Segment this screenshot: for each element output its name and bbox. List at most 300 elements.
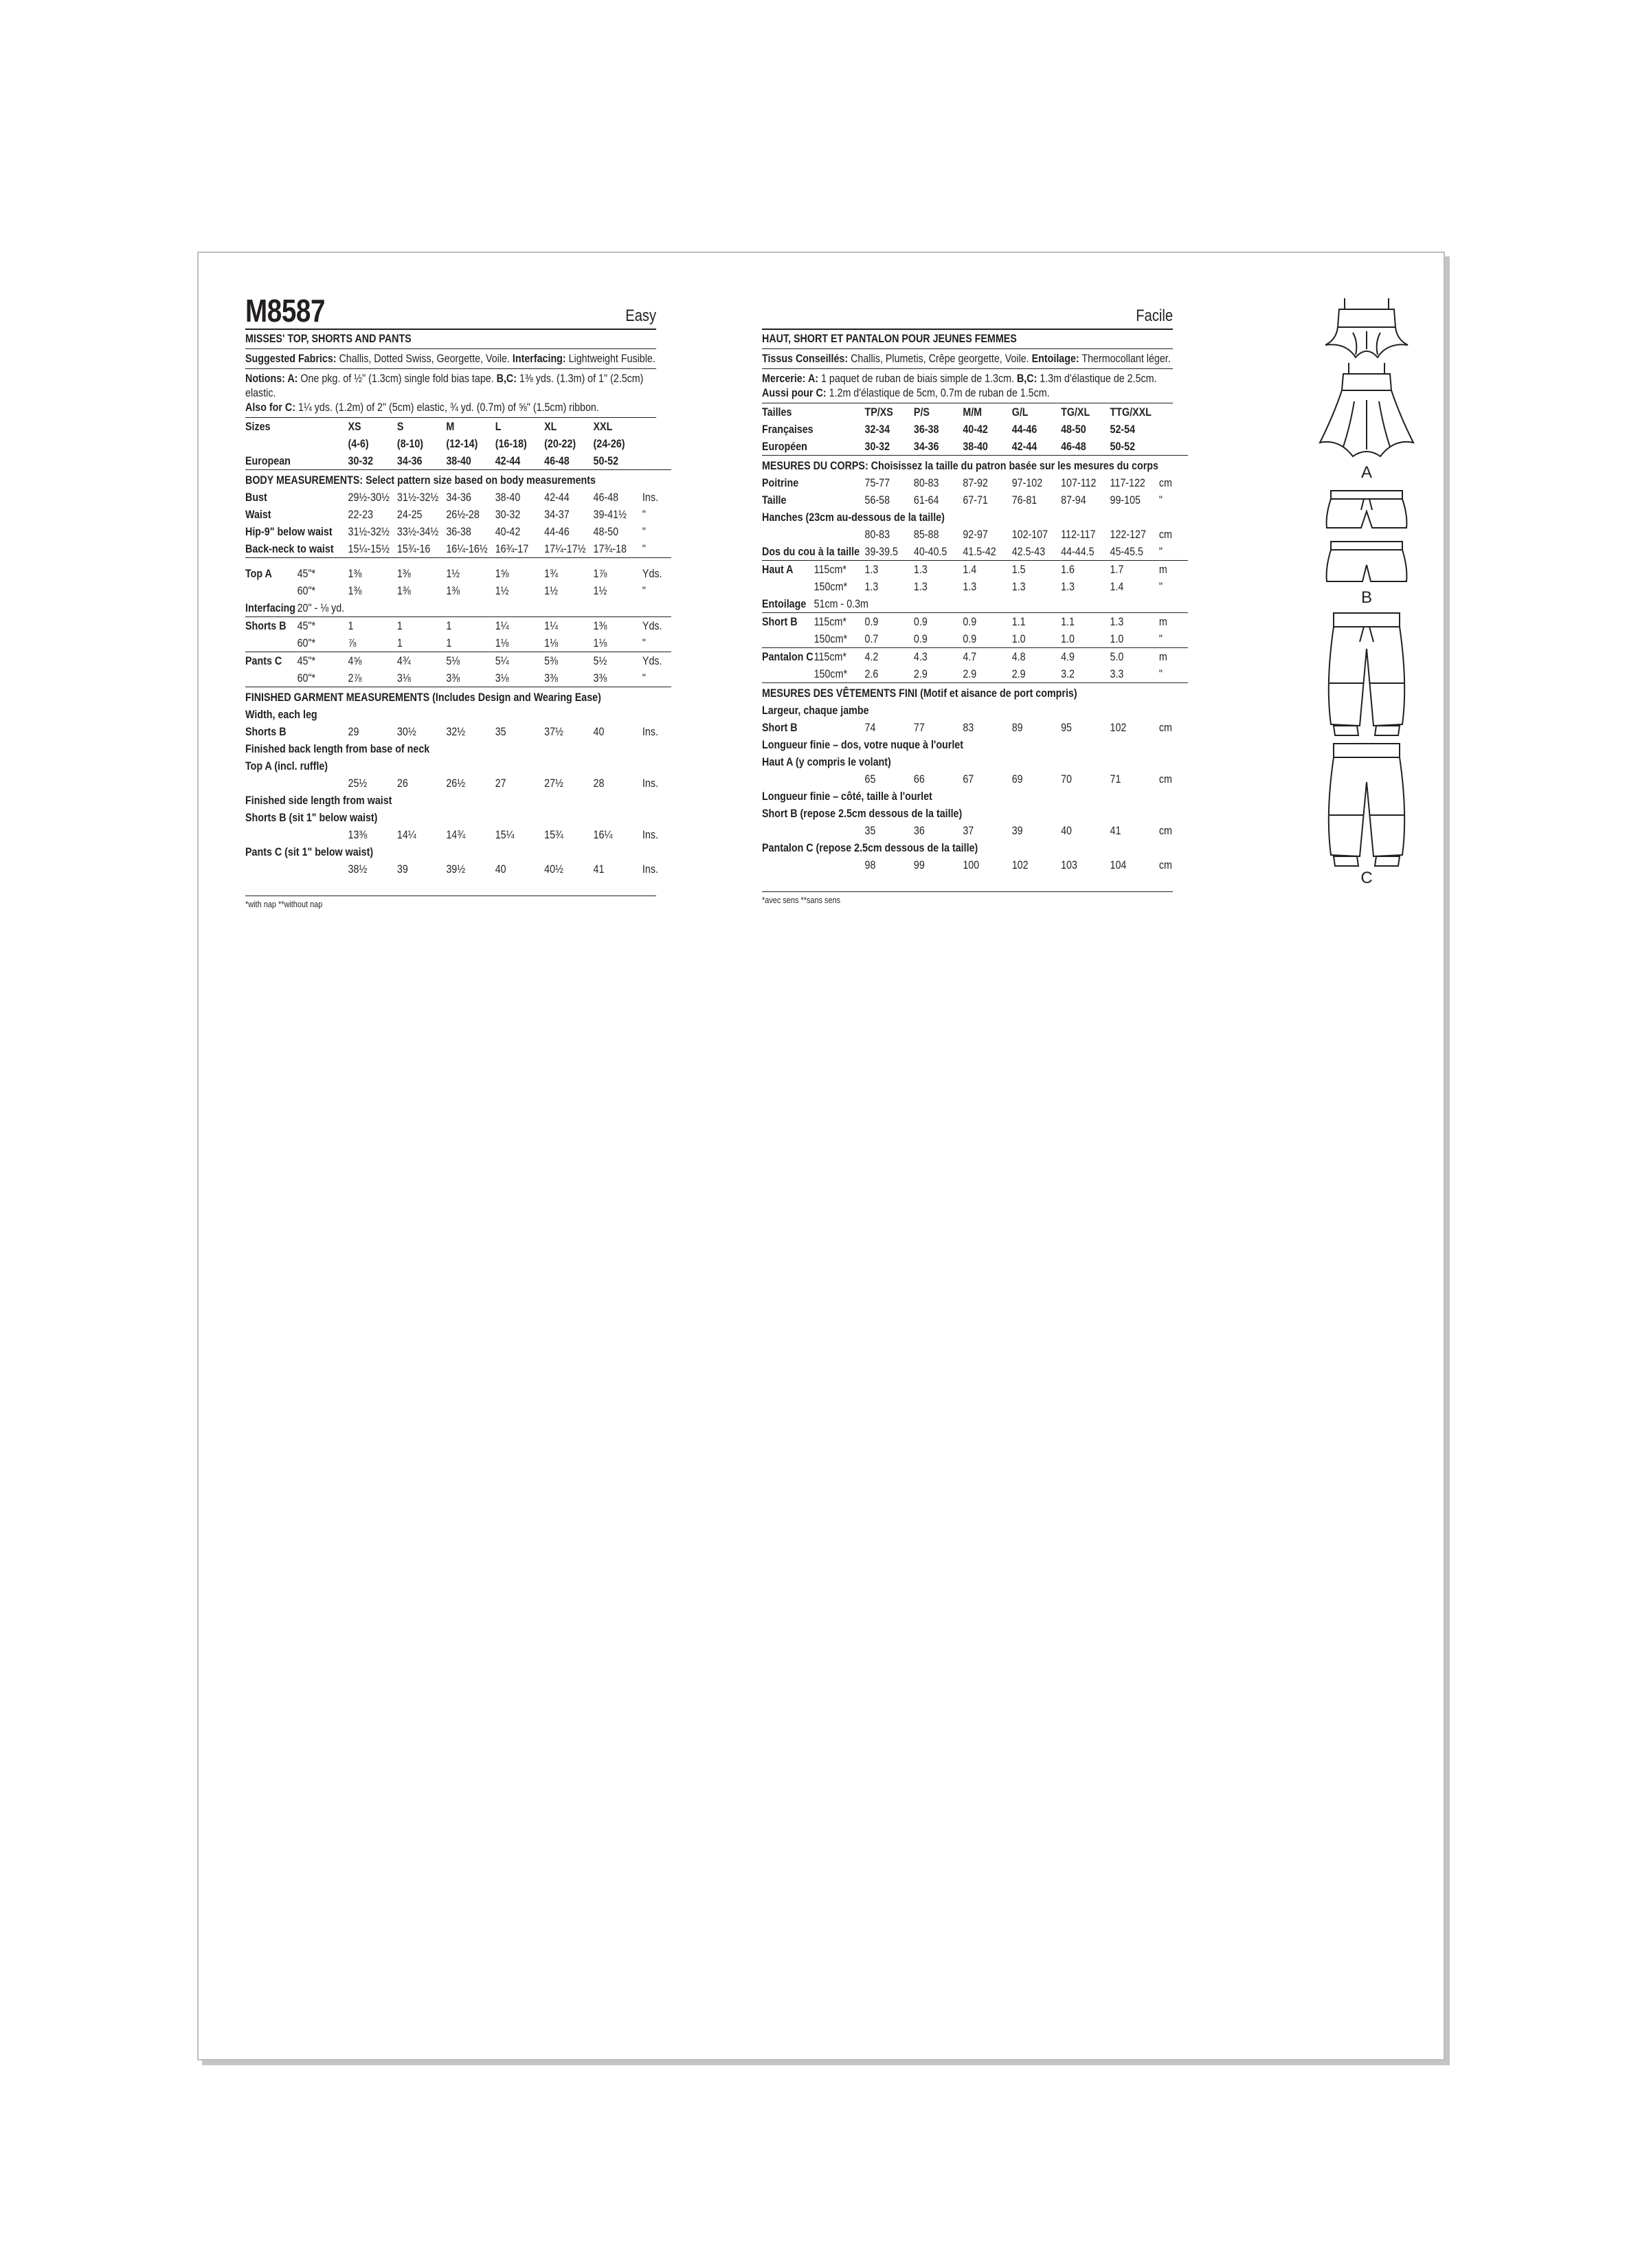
size-value: 40-40.5 — [914, 543, 963, 561]
size-value: 65 — [864, 772, 876, 786]
francaises-row — [762, 421, 1188, 438]
size-value: 1.3 — [913, 563, 928, 576]
size-name: G/L — [1011, 405, 1029, 419]
size-value: 1¾ — [544, 567, 558, 580]
size-value: 83 — [963, 721, 974, 734]
sizes-label: Tailles — [762, 405, 792, 419]
header-fr — [762, 293, 1173, 329]
size-value: 25½ — [348, 777, 368, 790]
fabric-width: 115cm* — [814, 615, 846, 628]
size-value: 1⅛ — [495, 634, 544, 652]
size-value: 36-38 — [446, 525, 471, 538]
size-value: 40 — [495, 863, 506, 876]
size-value: 87-92 — [963, 476, 988, 489]
size-value: 0.9 — [963, 630, 1011, 648]
body-measurements-title — [245, 470, 671, 489]
fabric-width: 150cm* — [814, 630, 865, 648]
body-measurement-row — [245, 540, 671, 558]
unit: " — [642, 584, 647, 597]
unit: " — [642, 525, 647, 538]
row-label — [762, 578, 814, 595]
sizes-label: Sizes — [245, 420, 271, 433]
longueur-dos-label: Longueur finie – dos, votre nuque à l'ourlet — [762, 738, 963, 751]
size-value: 1.1 — [1011, 615, 1026, 628]
size-value: 1⅜ — [396, 567, 411, 580]
top-a-length-label — [245, 757, 671, 775]
size-value: 3⅛ — [495, 669, 544, 687]
pattern-envelope-back — [197, 252, 1445, 2060]
french-size: 32-34 — [864, 423, 890, 436]
size-value: 39½ — [446, 863, 466, 876]
taille-row — [762, 491, 1188, 509]
size-value: 31½-32½ — [348, 525, 390, 538]
european-size: 34-36 — [397, 452, 446, 470]
size-value: 1⅜ — [348, 584, 362, 597]
size-name: XXL — [593, 420, 613, 433]
hanches-label: Hanches (23cm au-dessous de la taille) — [762, 511, 945, 524]
size-value: 1⅜ — [446, 584, 460, 597]
size-value: 34-36 — [446, 491, 471, 504]
notions-fr — [762, 369, 1173, 403]
size-value: 48-50 — [593, 525, 619, 538]
size-value: ⅞ — [348, 634, 397, 652]
short-b-yardage-row — [762, 630, 1188, 648]
size-value: 1.3 — [1011, 580, 1026, 593]
size-value: 26 — [396, 777, 408, 790]
size-value: 0.9 — [963, 615, 977, 628]
finished-measurements-title: FINISHED GARMENT MEASUREMENTS (Includes Design and Wearing Ease) — [245, 691, 601, 704]
view-a-label: A — [1360, 463, 1372, 482]
shorts-b-length-row — [245, 826, 671, 843]
size-value: 77 — [913, 721, 925, 734]
size-value: 102 — [1110, 721, 1127, 734]
unit: " — [1159, 665, 1188, 683]
spacer — [245, 558, 671, 566]
body-measurement-row — [245, 489, 671, 506]
spacer-row — [245, 558, 671, 566]
difficulty-label-fr: Facile — [1136, 307, 1174, 325]
size-value: 107-112 — [1061, 476, 1097, 489]
interfacing-label-fr: Entoilage: — [1031, 352, 1079, 365]
size-value: 29 — [348, 725, 359, 738]
size-value: 42-44 — [544, 491, 570, 504]
unit: Ins. — [642, 863, 658, 876]
size-value: 15¾ — [544, 828, 563, 841]
pants-c-front-illustration — [1298, 608, 1435, 738]
notions-a: One pkg. of ½" (1.3cm) single fold bias tape. — [298, 372, 497, 385]
size-value: 42.5-43 — [1012, 543, 1061, 561]
interfacing-yardage: 20" - ⅛ yd. — [298, 599, 671, 617]
size-value: 1.0 — [1012, 630, 1061, 648]
european-size: 38-40 — [963, 438, 1011, 456]
row-label — [762, 526, 865, 543]
pants-c-length-label: Pants C (sit 1" below waist) — [245, 845, 374, 858]
european-size: 38-40 — [446, 452, 495, 470]
size-value: 1.0 — [1061, 630, 1110, 648]
european-size: 50-52 — [594, 452, 642, 470]
fabric-width: 60"* — [297, 584, 316, 597]
european-size: 34-36 — [914, 438, 963, 456]
size-value: 1 — [396, 619, 403, 632]
pantalon-c-yardage-row — [762, 648, 1188, 666]
size-value: 22-23 — [348, 508, 374, 521]
us-size: (8-10) — [396, 437, 424, 450]
size-name: S — [396, 420, 404, 433]
unit: cm — [1158, 528, 1172, 541]
header — [245, 293, 656, 329]
garment-title: MISSES' TOP, SHORTS AND PANTS — [245, 330, 656, 349]
size-value: 3⅜ — [544, 669, 593, 687]
size-value: 15¼ — [495, 828, 515, 841]
size-value: 3.2 — [1061, 665, 1110, 683]
size-value: 37 — [963, 824, 974, 837]
shorts-b-back-illustration — [1298, 533, 1435, 588]
size-name: XS — [348, 420, 361, 433]
notions — [245, 369, 656, 418]
size-value: 29½-30½ — [348, 491, 390, 504]
size-value: 4.2 — [864, 650, 879, 663]
european-label: European — [245, 452, 348, 470]
unit: Ins. — [642, 491, 658, 504]
size-value: 71 — [1110, 772, 1121, 786]
difficulty-label: Easy — [625, 307, 657, 325]
row-label: Poitrine — [762, 476, 799, 489]
size-value: 0.9 — [864, 615, 879, 628]
unit: " — [642, 508, 647, 521]
size-value: 92-97 — [963, 528, 988, 541]
size-value: 80-83 — [864, 528, 890, 541]
pants-c-length-label — [245, 843, 671, 860]
europeen-label: Européen — [762, 438, 865, 456]
row-label — [762, 856, 865, 874]
size-value: 44-46 — [544, 525, 570, 538]
size-value: 2⅞ — [348, 669, 397, 687]
size-value: 34-37 — [544, 508, 570, 521]
european-size: 30-32 — [348, 452, 397, 470]
unit — [1159, 438, 1188, 456]
francaises-label: Françaises — [762, 423, 814, 436]
footnote-fr: *avec sens **sans sens — [762, 891, 1173, 905]
shorts-b-yardage-row — [245, 634, 671, 652]
english-size-chart — [245, 418, 671, 878]
size-value: 36 — [913, 824, 925, 837]
european-row — [245, 452, 671, 470]
footnote: *with nap **without nap — [245, 896, 656, 909]
longueur-cote-label: Longueur finie – côté, taille à l'ourlet — [762, 790, 932, 803]
unit: cm — [1158, 824, 1172, 837]
size-value: 44-44.5 — [1061, 543, 1110, 561]
row-label: Waist — [245, 508, 271, 521]
finished-measurements-title — [245, 687, 671, 707]
haut-a-length-row — [762, 770, 1188, 788]
fabrics-label-fr: Tissus Conseillés: — [762, 352, 849, 365]
size-name: XL — [544, 420, 557, 433]
dos-row — [762, 543, 1188, 561]
fabrics-label: Suggested Fabrics: — [245, 352, 337, 365]
top-a-length-row — [245, 775, 671, 792]
french-size: 52-54 — [1110, 423, 1136, 436]
row-label — [245, 582, 298, 599]
size-value: 1½ — [544, 584, 558, 597]
size-value: 30½ — [396, 725, 416, 738]
body-measurements-title-fr — [762, 456, 1188, 475]
poitrine-row — [762, 474, 1188, 491]
size-value: 66 — [913, 772, 925, 786]
size-value: 56-58 — [864, 493, 890, 507]
suggested-fabrics — [245, 349, 656, 369]
size-value: 3.3 — [1110, 665, 1159, 683]
row-label: Interfacing — [245, 599, 298, 617]
size-value: 35 — [495, 725, 506, 738]
size-value: 26½ — [446, 777, 466, 790]
size-value: 3⅜ — [446, 669, 495, 687]
garment-title-fr: HAUT, SHORT ET PANTALON POUR JEUNES FEMMES — [762, 330, 1173, 349]
unit: " — [642, 540, 671, 558]
entoilage-row — [762, 595, 1188, 613]
size-value: 2.6 — [865, 665, 914, 683]
size-value: 5.0 — [1110, 650, 1124, 663]
row-label: Taille — [762, 493, 787, 507]
size-value: 102 — [1011, 858, 1029, 871]
size-value: 1.3 — [864, 563, 879, 576]
size-value: 5⅛ — [446, 654, 460, 667]
european-size: 46-48 — [1061, 438, 1110, 456]
unit: " — [1159, 630, 1188, 648]
row-label: Shorts B — [245, 725, 287, 738]
size-value: 0.9 — [914, 630, 963, 648]
french-size-chart — [762, 403, 1188, 874]
fabrics-text: Challis, Dotted Swiss, Georgette, Voile. — [336, 352, 513, 365]
pantalon-c-length-label — [762, 839, 1188, 856]
size-value: 39 — [1011, 824, 1023, 837]
size-value: 41 — [1110, 824, 1121, 837]
shorts-b-length-label — [245, 809, 671, 826]
unit: cm — [1158, 772, 1172, 786]
size-value: 32½ — [446, 725, 466, 738]
row-label — [245, 669, 298, 687]
size-value: 75-77 — [864, 476, 890, 489]
size-name: P/S — [913, 405, 930, 419]
row-label: Short B — [762, 615, 798, 628]
size-value: 38-40 — [495, 491, 521, 504]
interfacing-label: Interfacing: — [512, 352, 566, 365]
size-value: 61-64 — [913, 493, 939, 507]
size-value: 13⅜ — [348, 828, 368, 841]
size-value: 1⅞ — [593, 567, 607, 580]
suggested-fabrics-fr — [762, 349, 1173, 369]
size-value: 99 — [913, 858, 925, 871]
unit: Ins. — [642, 725, 658, 738]
size-value: 1.3 — [963, 580, 977, 593]
width-each-leg-label — [245, 706, 671, 723]
unit: Ins. — [642, 828, 658, 841]
size-value: 1⅜ — [593, 619, 607, 632]
unit: cm — [1158, 858, 1172, 871]
size-value: 0.7 — [865, 630, 914, 648]
size-value: 40 — [1061, 824, 1073, 837]
unit: " — [1158, 493, 1163, 507]
row-label — [245, 634, 298, 652]
unit: m — [1158, 615, 1167, 628]
pantalon-c-length-row — [762, 856, 1188, 874]
size-value: 38½ — [348, 863, 368, 876]
unit: Ins. — [642, 777, 658, 790]
french-size: 40-42 — [963, 423, 988, 436]
unit: " — [1158, 580, 1163, 593]
size-value: 98 — [864, 858, 876, 871]
shorts-b-yardage-row — [245, 617, 671, 635]
english-column — [245, 293, 734, 909]
size-value: 16¼-16½ — [446, 540, 495, 558]
size-value: 1.0 — [1110, 630, 1159, 648]
size-name: M/M — [963, 405, 983, 419]
size-value: 95 — [1061, 721, 1073, 734]
fabrics-text-fr: Challis, Plumetis, Crêpe georgette, Voile. — [848, 352, 1032, 365]
size-value: 1.6 — [1061, 563, 1075, 576]
finished-measurements-title-fr: MESURES DES VÊTEMENTS FINI (Motif et aisance de port compris) — [762, 687, 1077, 700]
hanches-label — [762, 509, 1188, 526]
fabric-width: 60"* — [298, 634, 348, 652]
french-column — [762, 293, 1251, 905]
body-measurements-title: BODY MEASUREMENTS: Select pattern size based on body measurements — [245, 474, 596, 487]
size-value: 27½ — [544, 777, 563, 790]
size-value: 1½ — [593, 584, 607, 597]
row-label: Hip-9" below waist — [245, 525, 333, 538]
pants-c-yardage-row — [245, 669, 671, 687]
pants-c-length-row — [245, 860, 671, 878]
row-label — [762, 770, 865, 788]
size-value: 45-45.5 — [1110, 543, 1159, 561]
notions-bc-fr: 1.3m d'élastique de 2.5cm. — [1037, 372, 1157, 385]
size-value: 1.5 — [1011, 563, 1026, 576]
size-value: 1.3 — [864, 580, 879, 593]
size-value: 31½-32½ — [396, 491, 439, 504]
size-value: 17¼-17½ — [544, 540, 593, 558]
size-value: 39-41½ — [593, 508, 627, 521]
top-a-yardage-row — [245, 565, 671, 582]
short-b-length-label: Short B (repose 2.5cm dessous de la taille) — [762, 807, 963, 820]
row-label: Back-neck to waist — [245, 540, 348, 558]
size-value: 67 — [963, 772, 974, 786]
short-b-length-row — [762, 822, 1188, 839]
size-value: 41.5-42 — [963, 543, 1011, 561]
row-label: Entoilage — [762, 595, 814, 613]
body-measurement-row — [245, 506, 671, 523]
notions-bc: 1⅜ yds. (1.3m) of 1" (2.5cm) elastic. — [245, 372, 644, 399]
row-label — [245, 775, 348, 792]
size-value: 16¼ — [593, 828, 613, 841]
row-label: Pants C — [245, 654, 282, 667]
size-value: 1 — [446, 634, 495, 652]
size-value: 14¾ — [446, 828, 466, 841]
size-value: 37½ — [544, 725, 563, 738]
unit: Yds. — [642, 619, 662, 632]
pants-c-back-illustration — [1298, 738, 1435, 869]
interfacing-text: Lightweight Fusible. — [565, 352, 655, 365]
notions-bc-label-fr: B,C: — [1016, 372, 1037, 385]
tailles-row — [762, 403, 1188, 421]
size-value: 100 — [963, 858, 980, 871]
size-value: 16¾-17 — [495, 540, 544, 558]
unit: cm — [1158, 721, 1172, 734]
fabric-width: 45"* — [297, 619, 316, 632]
notions-c-label-fr: Aussi pour C: — [762, 386, 827, 399]
us-sizes-row — [245, 435, 671, 452]
size-value: 1.3 — [1061, 580, 1075, 593]
size-value: 2.9 — [1012, 665, 1061, 683]
row-label — [762, 665, 814, 683]
size-value: 4¾ — [396, 654, 411, 667]
unit: m — [1158, 563, 1167, 576]
size-value: 17¾-18 — [594, 540, 642, 558]
size-name: L — [495, 420, 502, 433]
short-b-yardage-row — [762, 613, 1188, 631]
size-value: 1⅜ — [396, 584, 411, 597]
us-size: (20-22) — [544, 437, 576, 450]
size-value: 3⅛ — [397, 669, 446, 687]
row-label — [245, 860, 348, 878]
size-value: 1.3 — [913, 580, 928, 593]
size-value: 4.9 — [1061, 650, 1075, 663]
unit: " — [642, 669, 671, 687]
largeur-label — [762, 702, 1188, 719]
shorts-b-front-illustration — [1298, 482, 1435, 533]
size-value: 27 — [495, 777, 506, 790]
size-value: 1½ — [446, 567, 460, 580]
european-size: 50-52 — [1110, 438, 1159, 456]
haut-a-length-label: Haut A (y compris le volant) — [762, 755, 891, 768]
size-value: 85-88 — [913, 528, 939, 541]
size-value: 1.7 — [1110, 563, 1124, 576]
size-value: 97-102 — [1011, 476, 1043, 489]
size-value: 40½ — [544, 863, 563, 876]
size-value: 41 — [593, 863, 605, 876]
size-value: 40-42 — [495, 525, 521, 538]
haut-a-length-label — [762, 753, 1188, 770]
size-value: 24-25 — [396, 508, 423, 521]
size-value: 5⅜ — [544, 654, 558, 667]
size-value: 40 — [593, 725, 605, 738]
size-value: 89 — [1011, 721, 1023, 734]
size-value: 39 — [396, 863, 408, 876]
size-value: 28 — [593, 777, 605, 790]
us-size: (24-26) — [593, 437, 625, 450]
view-c-label: C — [1360, 869, 1373, 887]
fabric-width: 45"* — [297, 567, 316, 580]
hanches-row — [762, 526, 1188, 543]
size-value: 5½ — [593, 654, 607, 667]
view-b-label: B — [1360, 588, 1372, 607]
row-label — [762, 822, 865, 839]
european-size: 30-32 — [865, 438, 914, 456]
size-value: 33½-34½ — [396, 525, 439, 538]
size-value: 46-48 — [593, 491, 619, 504]
size-value: 1⅛ — [544, 634, 593, 652]
size-name: TP/XS — [864, 405, 893, 419]
size-value: 0.9 — [913, 615, 928, 628]
back-length-label: Finished back length from base of neck — [245, 742, 430, 755]
size-value: 117-122 — [1110, 476, 1145, 489]
row-label: Haut A — [762, 563, 794, 576]
us-size: (12-14) — [446, 437, 478, 450]
size-value: 99-105 — [1110, 493, 1141, 507]
size-value: 1¼ — [495, 619, 509, 632]
size-value: 4.7 — [963, 650, 977, 663]
longueur-cote-label — [762, 788, 1188, 805]
side-length-label: Finished side length from waist — [245, 794, 392, 807]
unit — [642, 418, 671, 435]
size-value: 104 — [1110, 858, 1127, 871]
